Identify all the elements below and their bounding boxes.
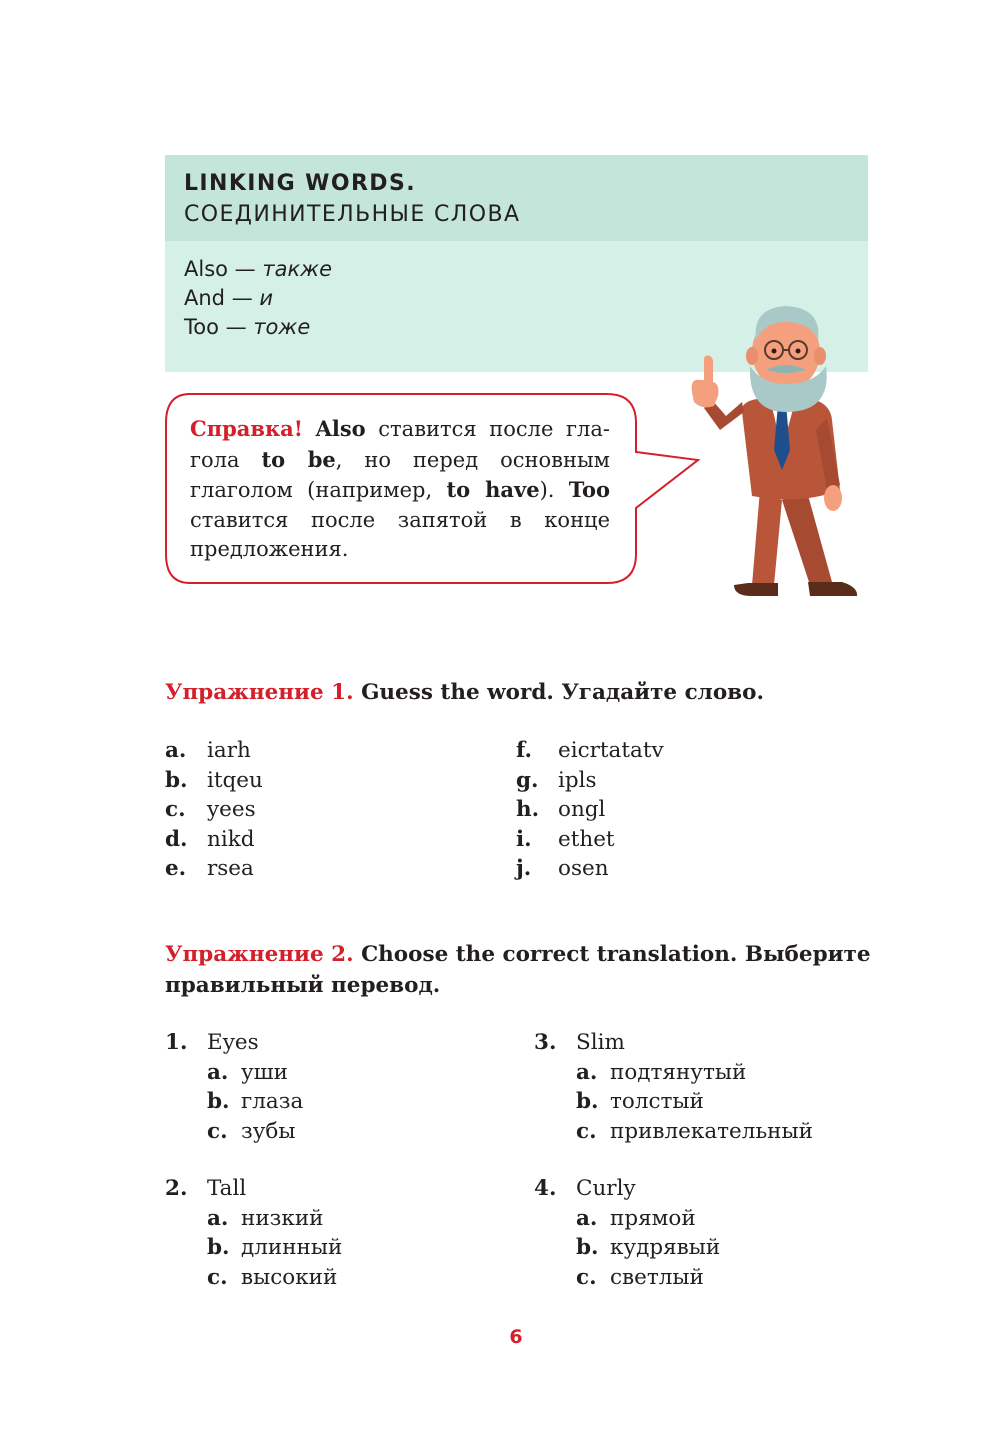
item-letter: a.: [165, 738, 187, 763]
note-label: Справка!: [190, 416, 303, 441]
answer-option: [576, 1087, 813, 1117]
question-1: [165, 1028, 303, 1146]
option-letter: a.: [207, 1059, 229, 1085]
scrambled-word: itqeu: [207, 767, 263, 793]
item-letter: i.: [516, 826, 532, 852]
question-4: [534, 1174, 720, 1292]
note-text: [190, 414, 610, 565]
option-text: толстый: [610, 1089, 704, 1114]
item-letter: e.: [165, 856, 187, 881]
list-item: [516, 766, 664, 796]
scrambled-word: ipls: [558, 767, 597, 793]
answer-option: [207, 1204, 342, 1234]
linking-words-title: [184, 168, 520, 230]
note-too: Too: [568, 477, 610, 502]
answer-option: [207, 1087, 303, 1117]
answer-option: [207, 1058, 303, 1088]
list-item: [165, 795, 263, 825]
linking-translation: тоже: [253, 315, 311, 339]
answer-option: [207, 1117, 303, 1147]
option-letter: c.: [207, 1264, 228, 1290]
option-letter: a.: [576, 1059, 598, 1085]
question-word: Tall: [207, 1176, 247, 1201]
item-letter: g.: [516, 767, 539, 793]
linking-word: Also: [184, 257, 228, 281]
option-letter: b.: [576, 1089, 599, 1114]
option-letter: b.: [207, 1089, 230, 1114]
scrambled-word: iarh: [207, 738, 251, 763]
exercise-1-instruction: Guess the word. Угадайте слово.: [353, 680, 764, 705]
scrambled-word: rsea: [207, 856, 254, 881]
note-fragment: , но перед основным глаголом (например,: [190, 447, 611, 502]
linking-item: [184, 284, 332, 313]
option-text: подтянутый: [610, 1059, 747, 1085]
exercise-1-title: [165, 677, 764, 708]
note-fragment: ).: [539, 478, 569, 502]
item-letter: b.: [165, 767, 188, 793]
linking-words-list: [184, 255, 332, 342]
dash: —: [218, 315, 254, 339]
list-item: [516, 825, 664, 855]
title-en: LINKING WORDS.: [184, 171, 416, 196]
option-letter: a.: [576, 1205, 598, 1231]
item-letter: h.: [516, 797, 540, 822]
answer-option: [576, 1233, 720, 1263]
answer-option: [207, 1263, 342, 1293]
question-2: [165, 1174, 342, 1292]
dash: —: [225, 286, 260, 310]
shoe-icon: [808, 582, 857, 596]
option-letter: a.: [207, 1205, 229, 1231]
note-fragment: ставится после запятой в конце предложения.: [190, 507, 610, 561]
shoe-icon: [734, 583, 778, 596]
scrambled-word: osen: [558, 856, 609, 881]
scrambled-word: eicrtatatv: [558, 738, 664, 763]
option-text: глаза: [241, 1089, 304, 1114]
note-fragment: ставится после гла-гола: [190, 417, 610, 472]
scrambled-word: yees: [207, 797, 256, 822]
linking-item: [184, 255, 332, 284]
option-text: привлекательный: [610, 1118, 813, 1144]
option-letter: c.: [576, 1118, 597, 1144]
professor-leg: [782, 488, 832, 585]
option-text: длинный: [241, 1235, 343, 1260]
list-item: [516, 795, 664, 825]
list-item: [165, 736, 263, 766]
note-also: Also: [315, 416, 366, 441]
list-item: [165, 825, 263, 855]
scrambled-word: ethet: [558, 826, 615, 852]
linking-word: Too: [184, 315, 219, 339]
option-letter: c.: [207, 1118, 228, 1144]
note-to-have: to have: [446, 477, 540, 502]
note-to-be: to be: [261, 446, 336, 472]
option-text: уши: [241, 1059, 288, 1085]
dash: —: [228, 257, 263, 281]
question-word: Curly: [576, 1176, 636, 1201]
ear: [814, 347, 826, 365]
answer-option: [576, 1058, 813, 1088]
ear: [746, 347, 758, 365]
professor-leg: [752, 490, 782, 585]
raised-hand-icon: [692, 356, 719, 408]
hand: [824, 485, 842, 511]
professor-illustration: [682, 300, 872, 605]
question-number: 1.: [165, 1030, 188, 1055]
exercise-1-label: Упражнение 1.: [165, 680, 354, 705]
question-word: Eyes: [207, 1030, 259, 1055]
answer-option: [576, 1263, 720, 1293]
answer-option: [207, 1233, 342, 1263]
question-number: 4.: [534, 1176, 557, 1201]
item-letter: j.: [516, 856, 532, 881]
answer-option: [576, 1204, 720, 1234]
exercise-1-left-list: [165, 736, 263, 884]
option-text: зубы: [241, 1118, 296, 1144]
item-letter: f.: [516, 738, 532, 763]
linking-translation: также: [262, 257, 332, 281]
option-text: прямой: [610, 1205, 696, 1231]
linking-word: And: [184, 286, 226, 310]
option-letter: b.: [207, 1235, 230, 1260]
option-text: высокий: [241, 1264, 338, 1290]
linking-translation: и: [259, 286, 274, 310]
exercise-2-title: [165, 939, 875, 1001]
answer-option: [576, 1117, 813, 1147]
question-word: Slim: [576, 1030, 625, 1055]
item-letter: c.: [165, 797, 186, 822]
option-letter: c.: [576, 1264, 597, 1290]
linking-item: [184, 313, 332, 342]
exercise-2-instruction: Choose the correct translation. Выберите правильный перевод.: [165, 942, 871, 998]
item-letter: d.: [165, 826, 188, 852]
list-item: [516, 854, 664, 884]
list-item: [516, 736, 664, 766]
option-text: низкий: [241, 1205, 324, 1231]
question-number: 2.: [165, 1176, 188, 1201]
list-item: [165, 854, 263, 884]
list-item: [165, 766, 263, 796]
option-letter: b.: [576, 1235, 599, 1260]
scrambled-word: ongl: [558, 797, 606, 822]
scrambled-word: nikd: [207, 826, 255, 852]
title-ru: СОЕДИНИТЕЛЬНЫЕ СЛОВА: [184, 202, 521, 227]
exercise-1-right-list: [516, 736, 664, 884]
option-text: светлый: [610, 1264, 704, 1290]
question-3: [534, 1028, 813, 1146]
exercise-2-label: Упражнение 2.: [165, 942, 354, 967]
page-number: 6: [509, 1326, 523, 1348]
option-text: кудрявый: [610, 1235, 721, 1260]
question-number: 3.: [534, 1030, 557, 1055]
